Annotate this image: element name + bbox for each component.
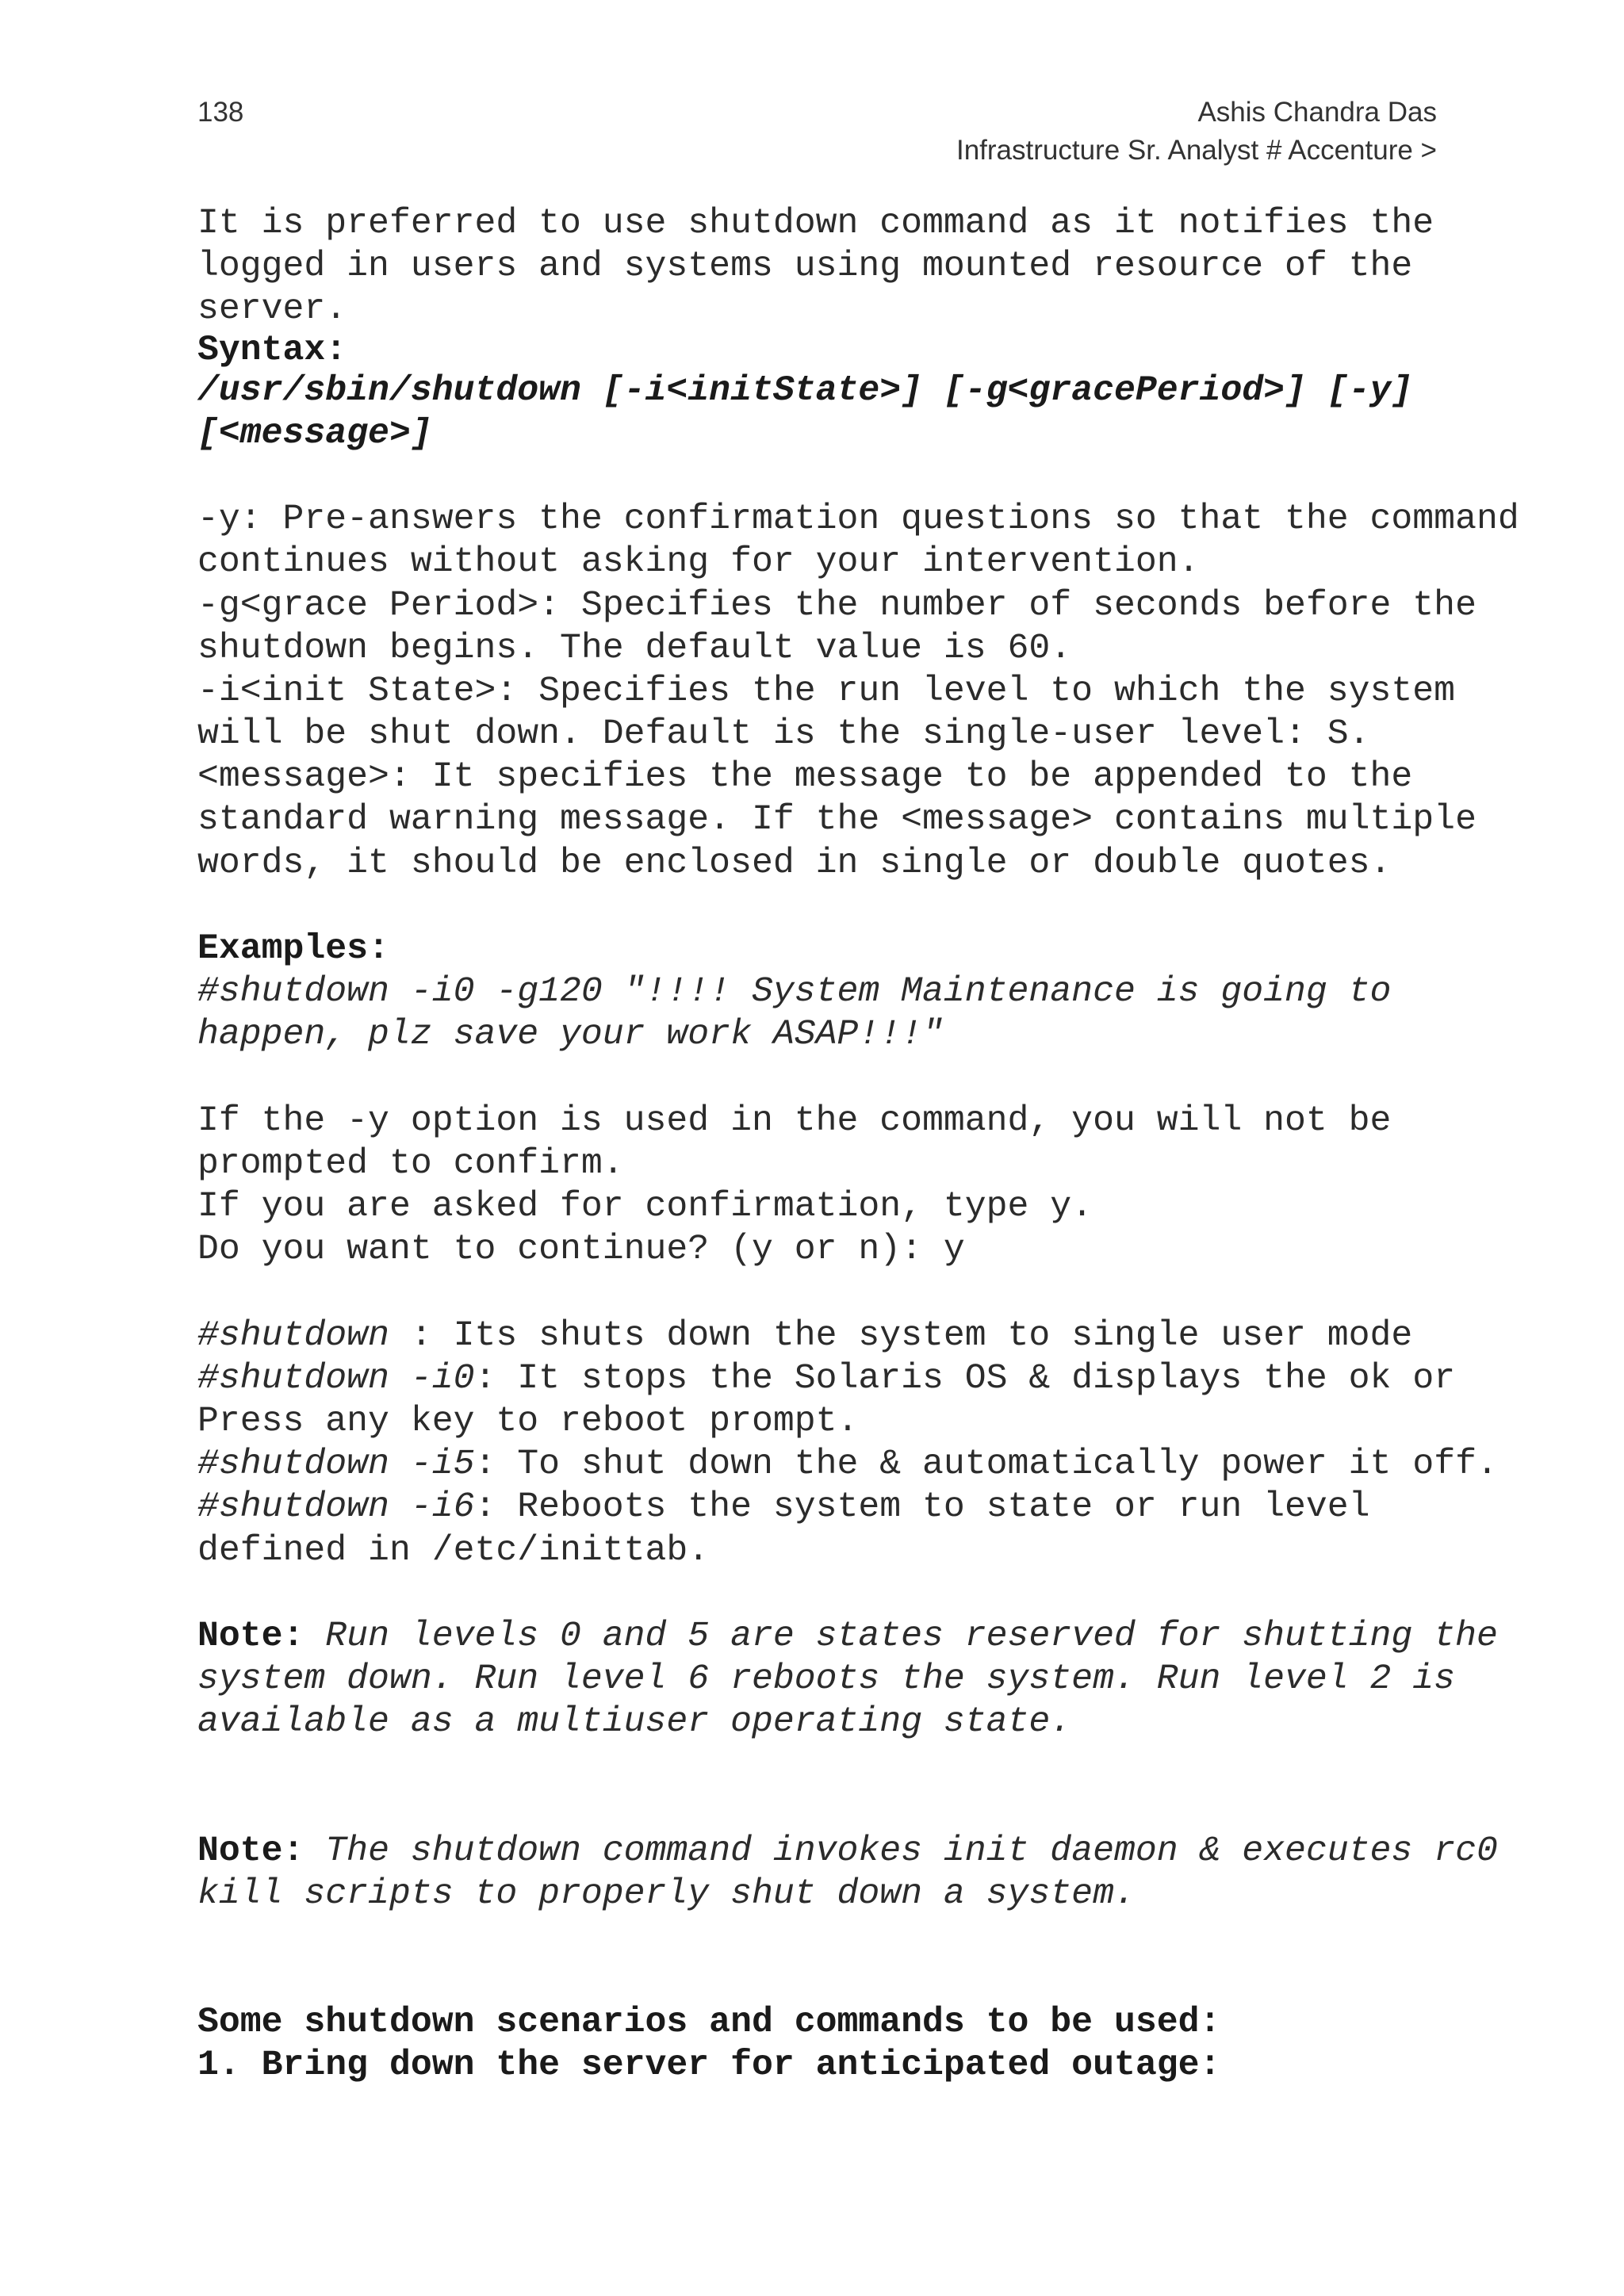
intro-line: It is preferred to use shutdown command as it notifies the [197, 204, 1434, 243]
command-line [197, 1357, 1456, 1400]
spacer [197, 1572, 1446, 1615]
command-description: : Its shuts down the system to single user mode [389, 1315, 1413, 1356]
confirm-line: Do you want to continue? (y or n): y [197, 1230, 965, 1270]
command-description: defined in /etc/inittab. [197, 1530, 710, 1571]
spacer [197, 1744, 1446, 1830]
command-line [197, 1314, 1446, 1357]
spacer [197, 1272, 1446, 1314]
command-line [197, 1400, 1446, 1443]
note-text: Run levels 0 and 5 are states reserved for shutting the [304, 1617, 1498, 1656]
note-text: available as a multiuser operating state. [197, 1702, 1072, 1743]
syntax-command-line: [<message>] [197, 413, 432, 453]
option-line: words, it should be enclosed in single or double quotes. [197, 843, 1392, 883]
note-line [197, 1615, 1498, 1658]
command-description: Press any key to reboot prompt. [197, 1402, 859, 1442]
command-line [197, 1443, 1498, 1486]
confirm-line: If you are asked for confirmation, type y. [197, 1187, 1094, 1227]
command-line [197, 1529, 1446, 1572]
confirm-line: If the -y option is used in the command, you will not be [197, 1100, 1392, 1141]
spacer [197, 1915, 1446, 2001]
command-name: #shutdown -i5 [197, 1445, 475, 1485]
option-line: continues without asking for your intervention. [197, 542, 1200, 583]
note-text: The shutdown command invokes init daemon & executes rc0 [304, 1831, 1498, 1871]
intro-line: logged in users and systems using mounted resource of the [197, 247, 1413, 287]
option-line: <message>: It specifies the message to be appended to the [197, 757, 1413, 798]
option-line: standard warning message. If the <message> contains multiple [197, 800, 1477, 840]
command-name: #shutdown [197, 1315, 389, 1356]
command-description: : It stops the Solaris OS & displays the ok or [474, 1358, 1456, 1399]
note-text: system down. Run level 6 reboots the system. Run level 2 is [197, 1659, 1456, 1700]
page-body [197, 202, 1519, 2087]
scenario-item: 1. Bring down the server for anticipated outage: [197, 2045, 1221, 2086]
author-title: Infrastructure Sr. Analyst # Accenture > [956, 135, 1437, 166]
note-label: Note: [197, 1617, 304, 1656]
intro-line: server. [197, 289, 347, 330]
spacer [197, 1057, 1446, 1100]
spacer [197, 455, 1446, 498]
option-line: -i<init State>: Specifies the run level to which the system [197, 671, 1456, 711]
note-line [197, 1830, 1498, 1873]
option-line: will be shut down. Default is the single-user level: S. [197, 714, 1370, 755]
note-label: Note: [197, 1831, 304, 1871]
option-line: -g<grace Period>: Specifies the number of seconds before the [197, 585, 1477, 626]
command-description: : Reboots the system to state or run level [474, 1487, 1370, 1528]
examples-label: Examples: [197, 929, 389, 969]
syntax-command-line: /usr/sbin/shutdown [-i<initState>] [-g<gracePeriod>] [-y] [197, 370, 1413, 411]
syntax-label: Syntax: [197, 330, 347, 370]
example-command-line: happen, plz save your work ASAP!!!" [197, 1015, 944, 1055]
note-text: kill scripts to properly shut down a system. [197, 1873, 1136, 1914]
confirm-line: prompted to confirm. [197, 1143, 624, 1184]
page-number: 138 [197, 97, 244, 128]
example-command-line: #shutdown -i0 -g120 "!!!! System Maintenance is going to [197, 972, 1392, 1012]
command-name: #shutdown -i6 [197, 1487, 475, 1528]
option-line: shutdown begins. The default value is 60. [197, 628, 1072, 668]
option-line: -y: Pre-answers the confirmation questions so that the command [197, 499, 1519, 540]
author-name: Ashis Chandra Das [1197, 97, 1437, 128]
command-line [197, 1486, 1446, 1529]
spacer [197, 885, 1446, 928]
scenarios-heading: Some shutdown scenarios and commands to be used: [197, 2002, 1221, 2042]
command-name: #shutdown -i0 [197, 1358, 475, 1399]
command-description: : To shut down the & automatically power it off. [474, 1445, 1498, 1485]
